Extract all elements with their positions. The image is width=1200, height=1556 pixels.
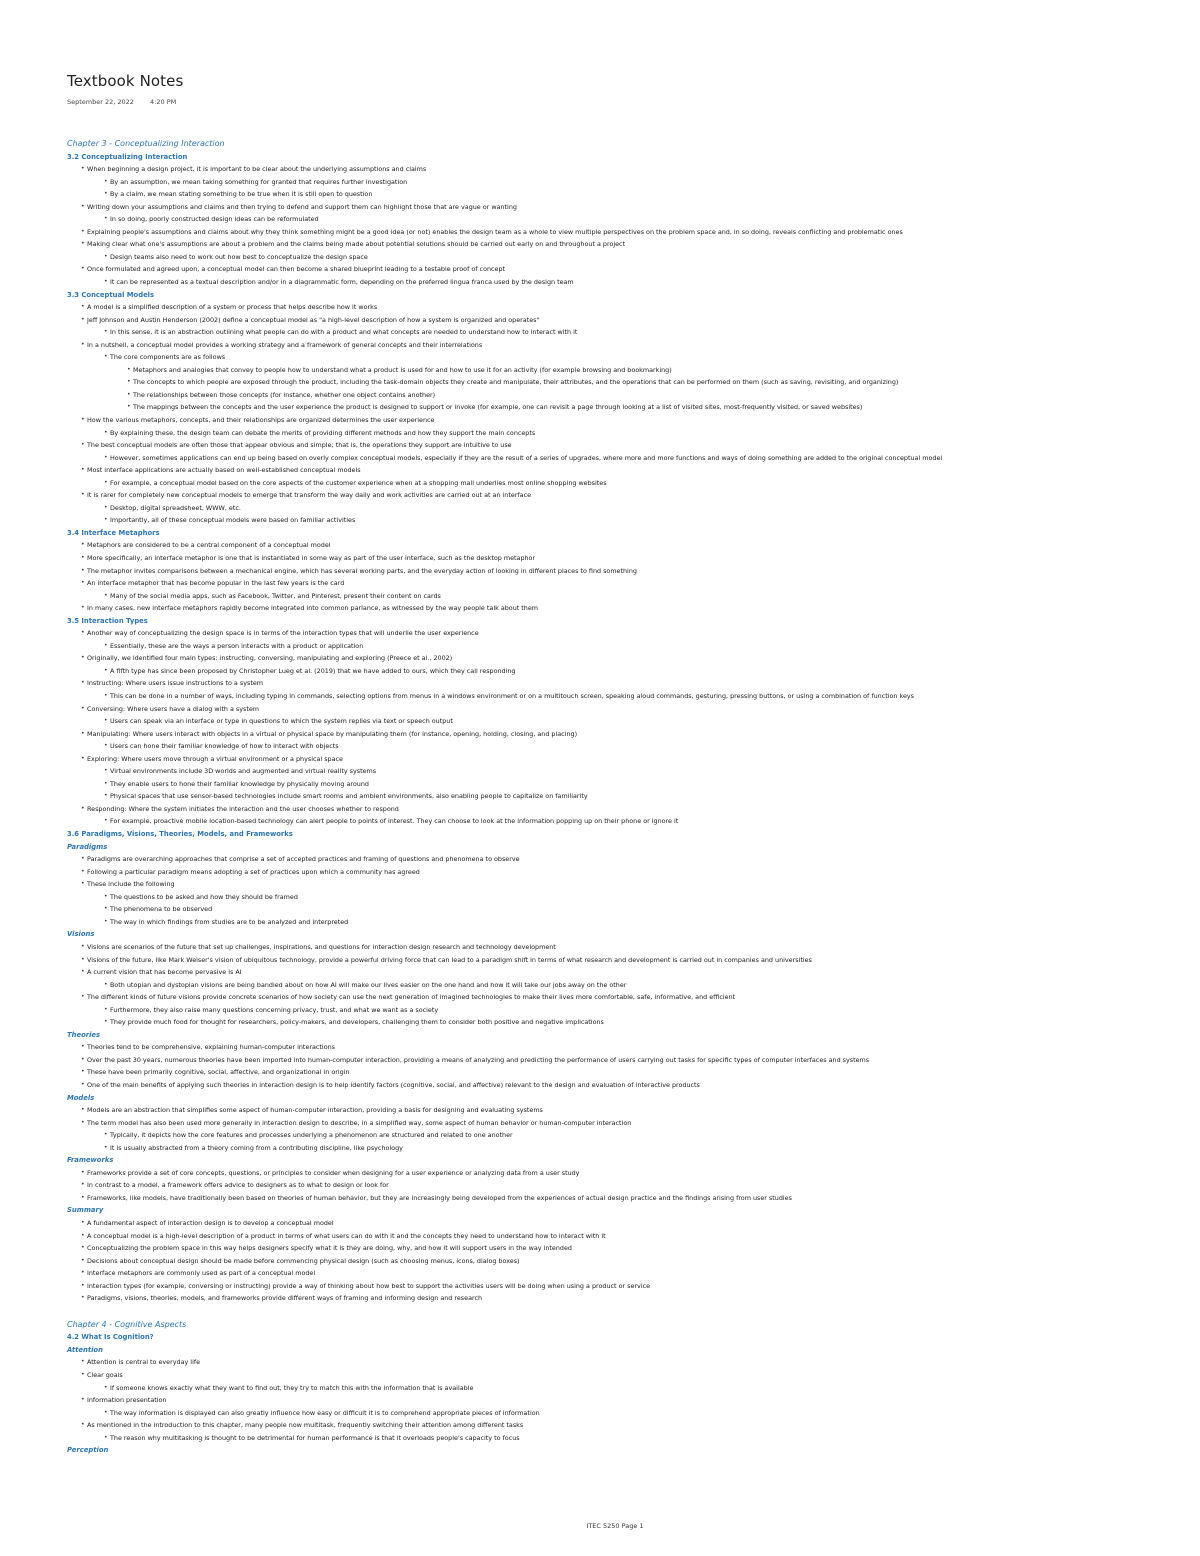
list-item: • In many cases, new interface metaphors rapidly become integrated into common parlance, as witnessed by the way people talk about them	[67, 602, 1177, 615]
note-body	[67, 138, 1177, 1457]
list-item: • Typically, it depicts how the core features and processes underlying a phenomenon are structured and related to one another	[67, 1129, 1177, 1142]
list-item: • Visions are scenarios of the future that set up challenges, inspirations, and questions for interaction design research and technology development	[67, 941, 1177, 954]
page-footer	[0, 1522, 1200, 1530]
list-item: • How the various metaphors, concepts, and their relationships are organized determines the user experience	[67, 414, 1177, 427]
list-item: • Furthermore, they also raise many questions concerning privacy, trust, and what we want as a society	[67, 1004, 1177, 1017]
subsection-heading: Frameworks	[67, 1156, 114, 1165]
list-item: • A current vision that has become pervasive is AI	[67, 966, 1177, 979]
list-item: • In so doing, poorly constructed design ideas can be reformulated	[67, 213, 1177, 226]
list-item: • A conceptual model is a high-level description of a product in terms of what users can do with it and the concepts they need to understand how to interact with it	[67, 1230, 1177, 1243]
list-item: • More specifically, an interface metaphor is one that is instantiated in some way as part of the user interface, such as the desktop metaphor	[67, 552, 1177, 565]
subsection-heading: Visions	[67, 930, 95, 939]
page-footer-label: ITEC 5250 Page 1	[586, 1522, 644, 1530]
list-item: • By an assumption, we mean taking something for granted that requires further investigation	[67, 176, 1177, 189]
list-item: • Design teams also need to work out how best to conceptualize the design space	[67, 251, 1177, 264]
list-item: • A fundamental aspect of interaction design is to develop a conceptual model	[67, 1217, 1177, 1230]
list-item: • Both utopian and dystopian visions are being bandied about on how AI will make our lives easier on the one hand and how it will take our jobs away on the other	[67, 979, 1177, 992]
list-item: • Users can speak via an interface or type in questions to which the system replies via text or speech output	[67, 715, 1177, 728]
list-item: • The reason why multitasking is thought to be detrimental for human performance is that it overloads people's capacity to focus	[67, 1432, 1177, 1445]
list-item: • These include the following	[67, 878, 1177, 891]
section-heading: 3.5 Interaction Types	[67, 616, 148, 625]
list-item: • Users can hone their familiar knowledge of how to interact with objects	[67, 740, 1177, 753]
list-item: • Metaphors and analogies that convey to people how to understand what a product is used for and how to use it for an activity (for example browsing and bookmarking)	[67, 364, 1177, 377]
list-item: • Paradigms, visions, theories, models, and frameworks provide different ways of framing and informing design and research	[67, 1292, 1177, 1305]
list-item: • As mentioned in the introduction to this chapter, many people now multitask, frequently switching their attention among different tasks	[67, 1419, 1177, 1432]
list-item: • The different kinds of future visions provide concrete scenarios of how society can use the next generation of imagined technologies to make their lives more comfortable, safe, informative, and efficient	[67, 991, 1177, 1004]
list-item: • Conceptualizing the problem space in this way helps designers specify what it is they are doing, why, and how it will support users in the way intended	[67, 1242, 1177, 1255]
list-item: • These have been primarily cognitive, social, affective, and organizational in origin	[67, 1066, 1177, 1079]
list-item: • The way information is displayed can also greatly influence how easy or difficult it is to comprehend appropriate pieces of information	[67, 1407, 1177, 1420]
list-item: • Importantly, all of these conceptual models were based on familiar activities	[67, 514, 1177, 527]
chapter-heading: Chapter 4 - Cognitive Aspects	[67, 1319, 187, 1329]
list-item: • Writing down your assumptions and claims and then trying to defend and support them can highlight those that are vague or wanting	[67, 201, 1177, 214]
list-item: • For example, a conceptual model based on the core aspects of the customer experience when at a shopping mall underlies most online shopping websites	[67, 477, 1177, 490]
subsection-heading: Models	[67, 1093, 95, 1102]
list-item: • The best conceptual models are often those that appear obvious and simple; that is, the operations they support are intuitive to use	[67, 439, 1177, 452]
list-item: • The way in which findings from studies are to be analyzed and interpreted	[67, 916, 1177, 929]
spacer	[67, 1305, 1177, 1319]
list-item: • In contrast to a model, a framework offers advice to designers as to what to design or look for	[67, 1179, 1177, 1192]
list-item: • For example, proactive mobile location-based technology can alert people to points of interest. They can choose to look at the information popping up on their phone or ignore it	[67, 815, 1177, 828]
note-date: September 22, 2022	[67, 98, 134, 106]
list-item: • Metaphors are considered to be a central component of a conceptual model	[67, 539, 1177, 552]
list-item: • If someone knows exactly what they want to find out, they try to match this with the information that is available	[67, 1382, 1177, 1395]
list-item: • Frameworks provide a set of core concepts, questions, or principles to consider when designing for a user experience or analyzing data from a user study	[67, 1167, 1177, 1180]
list-item: • Another way of conceptualizing the design space is in terms of the interaction types that will underlie the user experience	[67, 627, 1177, 640]
list-item: • They enable users to hone their familiar knowledge by physically moving around	[67, 778, 1177, 791]
list-item: • Virtual environments include 3D worlds and augmented and virtual reality systems	[67, 765, 1177, 778]
list-item: • Frameworks, like models, have traditionally been based on theories of human behavior, but they are increasingly being developed from the experiences of actual design practice and the findings arising from user studies	[67, 1192, 1177, 1205]
list-item: • The concepts to which people are exposed through the product, including the task-domain objects they create and manipulate, their attributes, and the operations that can be performed on them (such as saving, revisiting, and organizing)	[67, 376, 1177, 389]
list-item: • A fifth type has since been proposed by Christopher Lueg et al. (2019) that we have added to ours, which they call responding	[67, 665, 1177, 678]
list-item: • An interface metaphor that has become popular in the last few years is the card	[67, 577, 1177, 590]
list-item: • However, sometimes applications can end up being based on overly complex conceptual models, especially if they are the result of a series of upgrades, where more and more functions and ways of doing something are added to the original conceptual model	[67, 452, 1177, 465]
note-time: 4:20 PM	[150, 98, 177, 106]
page-title: Textbook Notes	[67, 72, 184, 90]
list-item: • The term model has also been used more generally in interaction design to describe, in a simplified way, some aspect of human behavior or human-computer interaction	[67, 1117, 1177, 1130]
list-item: • Manipulating: Where users interact with objects in a virtual or physical space by manipulating them (for instance, opening, holding, closing, and placing)	[67, 728, 1177, 741]
list-item: • Essentially, these are the ways a person interacts with a product or application	[67, 640, 1177, 653]
list-item: • Instructing: Where users issue instructions to a system	[67, 677, 1177, 690]
list-item: • It is rarer for completely new conceptual models to emerge that transform the way daily and work activities are carried out at an interface	[67, 489, 1177, 502]
list-item: • The questions to be asked and how they should be framed	[67, 891, 1177, 904]
list-item: • One of the main benefits of applying such theories in interaction design is to help identify factors (cognitive, social, and affective) relevant to the design and evaluation of interactive products	[67, 1079, 1177, 1092]
list-item: • Interaction types (for example, conversing or instructing) provide a way of thinking about how best to support the activities users will be doing when using a product or service	[67, 1280, 1177, 1293]
list-item: • The mappings between the concepts and the user experience the product is designed to support or invoke (for example, one can revisit a page through looking at a list of visited sites, most-frequently visited, or saved websites)	[67, 401, 1177, 414]
list-item: • Information presentation	[67, 1394, 1177, 1407]
section-heading: 4.2 What Is Cognition?	[67, 1333, 154, 1342]
section-heading: 3.3 Conceptual Models	[67, 290, 155, 299]
list-item: • Explaining people's assumptions and claims about why they think something might be a good idea (or not) enables the design team as a whole to view multiple perspectives on the problem space and, in so doing, reveals conflicting and problematic ones	[67, 226, 1177, 239]
subsection-heading: Paradigms	[67, 842, 108, 851]
section-heading: 3.6 Paradigms, Visions, Theories, Models, and Frameworks	[67, 830, 293, 839]
list-item: • The phenomena to be observed	[67, 903, 1177, 916]
list-item: • It is usually abstracted from a theory coming from a contributing discipline, like psychology	[67, 1142, 1177, 1155]
list-item: • The relationships between those concepts (for instance, whether one object contains another)	[67, 389, 1177, 402]
list-item: • Responding: Where the system initiates the interaction and the user chooses whether to respond	[67, 803, 1177, 816]
list-item: • Over the past 30 years, numerous theories have been imported into human-computer interaction, providing a means of analyzing and predicting the performance of users carrying out tasks for specific types of computer interfaces and systems	[67, 1054, 1177, 1067]
list-item: • Following a particular paradigm means adopting a set of practices upon which a community has agreed	[67, 866, 1177, 879]
subsection-heading: Summary	[67, 1206, 104, 1215]
list-item: • Making clear what one's assumptions are about a problem and the claims being made about potential solutions should be carried out early on and throughout a project	[67, 238, 1177, 251]
list-item: • Theories tend to be comprehensive, explaining human-computer interactions	[67, 1041, 1177, 1054]
list-item: • Models are an abstraction that simplifies some aspect of human-computer interaction, providing a basis for designing and evaluating systems	[67, 1104, 1177, 1117]
list-item: • The metaphor invites comparisons between a mechanical engine, which has several working parts, and the everyday action of looking in different places to find something	[67, 565, 1177, 578]
subsection-heading: Perception	[67, 1446, 109, 1455]
section-heading: 3.4 Interface Metaphors	[67, 528, 160, 537]
list-item: • Exploring: Where users move through a virtual environment or a physical space	[67, 753, 1177, 766]
list-item: • This can be done in a number of ways, including typing in commands, selecting options from menus in a windows environment or on a multitouch screen, speaking aloud commands, gesturing, pressing buttons, or using a combination of function keys	[67, 690, 1177, 703]
list-item: • Visions of the future, like Mark Weiser's vision of ubiquitous technology, provide a powerful driving force that can lead to a paradigm shift in terms of what research and development is carried out in companies and universities	[67, 954, 1177, 967]
chapter-heading: Chapter 3 - Conceptualizing Interaction	[67, 139, 225, 148]
section-heading: 3.2 Conceptualizing Interaction	[67, 152, 188, 161]
list-item: • By explaining these, the design team can debate the merits of providing different methods and how they support the main concepts	[67, 427, 1177, 440]
list-item: • They provide much food for thought for researchers, policy-makers, and developers, challenging them to consider both positive and negative implications	[67, 1016, 1177, 1029]
list-item: • Desktop, digital spreadsheet, WWW, etc.	[67, 502, 1177, 515]
list-item: • By a claim, we mean stating something to be true when it is still open to question	[67, 188, 1177, 201]
list-item: • Attention is central to everyday life	[67, 1356, 1177, 1369]
list-item: • Paradigms are overarching approaches that comprise a set of accepted practices and framing of questions and phenomena to observe	[67, 853, 1177, 866]
list-item: • In a nutshell, a conceptual model provides a working strategy and a framework of general concepts and their interrelations	[67, 339, 1177, 352]
list-item: • The core components are as follows	[67, 351, 1177, 364]
list-item: • Once formulated and agreed upon, a conceptual model can then become a shared blueprint leading to a testable proof of concept	[67, 263, 1177, 276]
list-item: • In this sense, it is an abstraction outlining what people can do with a product and what concepts are needed to understand how to interact with it	[67, 326, 1177, 339]
list-item: • A model is a simplified description of a system or process that helps describe how it works	[67, 301, 1177, 314]
list-item: • When beginning a design project, it is important to be clear about the underlying assumptions and claims	[67, 163, 1177, 176]
list-item: • It can be represented as a textual description and/or in a diagrammatic form, depending on the preferred lingua franca used by the design team	[67, 276, 1177, 289]
list-item: • Many of the social media apps, such as Facebook, Twitter, and Pinterest, present their content on cards	[67, 590, 1177, 603]
list-item: • Clear goals	[67, 1369, 1177, 1382]
page-meta	[67, 98, 176, 106]
subsection-heading: Attention	[67, 1345, 103, 1354]
list-item: • Physical spaces that use sensor-based technologies include smart rooms and ambient environments, also enabling people to capitalize on familiarity	[67, 790, 1177, 803]
list-item: • Originally, we identified four main types: instructing, conversing, manipulating and exploring (Preece et al., 2002)	[67, 652, 1177, 665]
list-item: • Interface metaphors are commonly used as part of a conceptual model	[67, 1267, 1177, 1280]
subsection-heading: Theories	[67, 1030, 101, 1039]
list-item: • Jeff Johnson and Austin Henderson (2002) define a conceptual model as "a high-level description of how a system is organized and operates"	[67, 314, 1177, 327]
list-item: • Decisions about conceptual design should be made before commencing physical design (such as choosing menus, icons, dialog boxes)	[67, 1255, 1177, 1268]
list-item: • Most interface applications are actually based on well-established conceptual models	[67, 464, 1177, 477]
list-item: • Conversing: Where users have a dialog with a system	[67, 703, 1177, 716]
